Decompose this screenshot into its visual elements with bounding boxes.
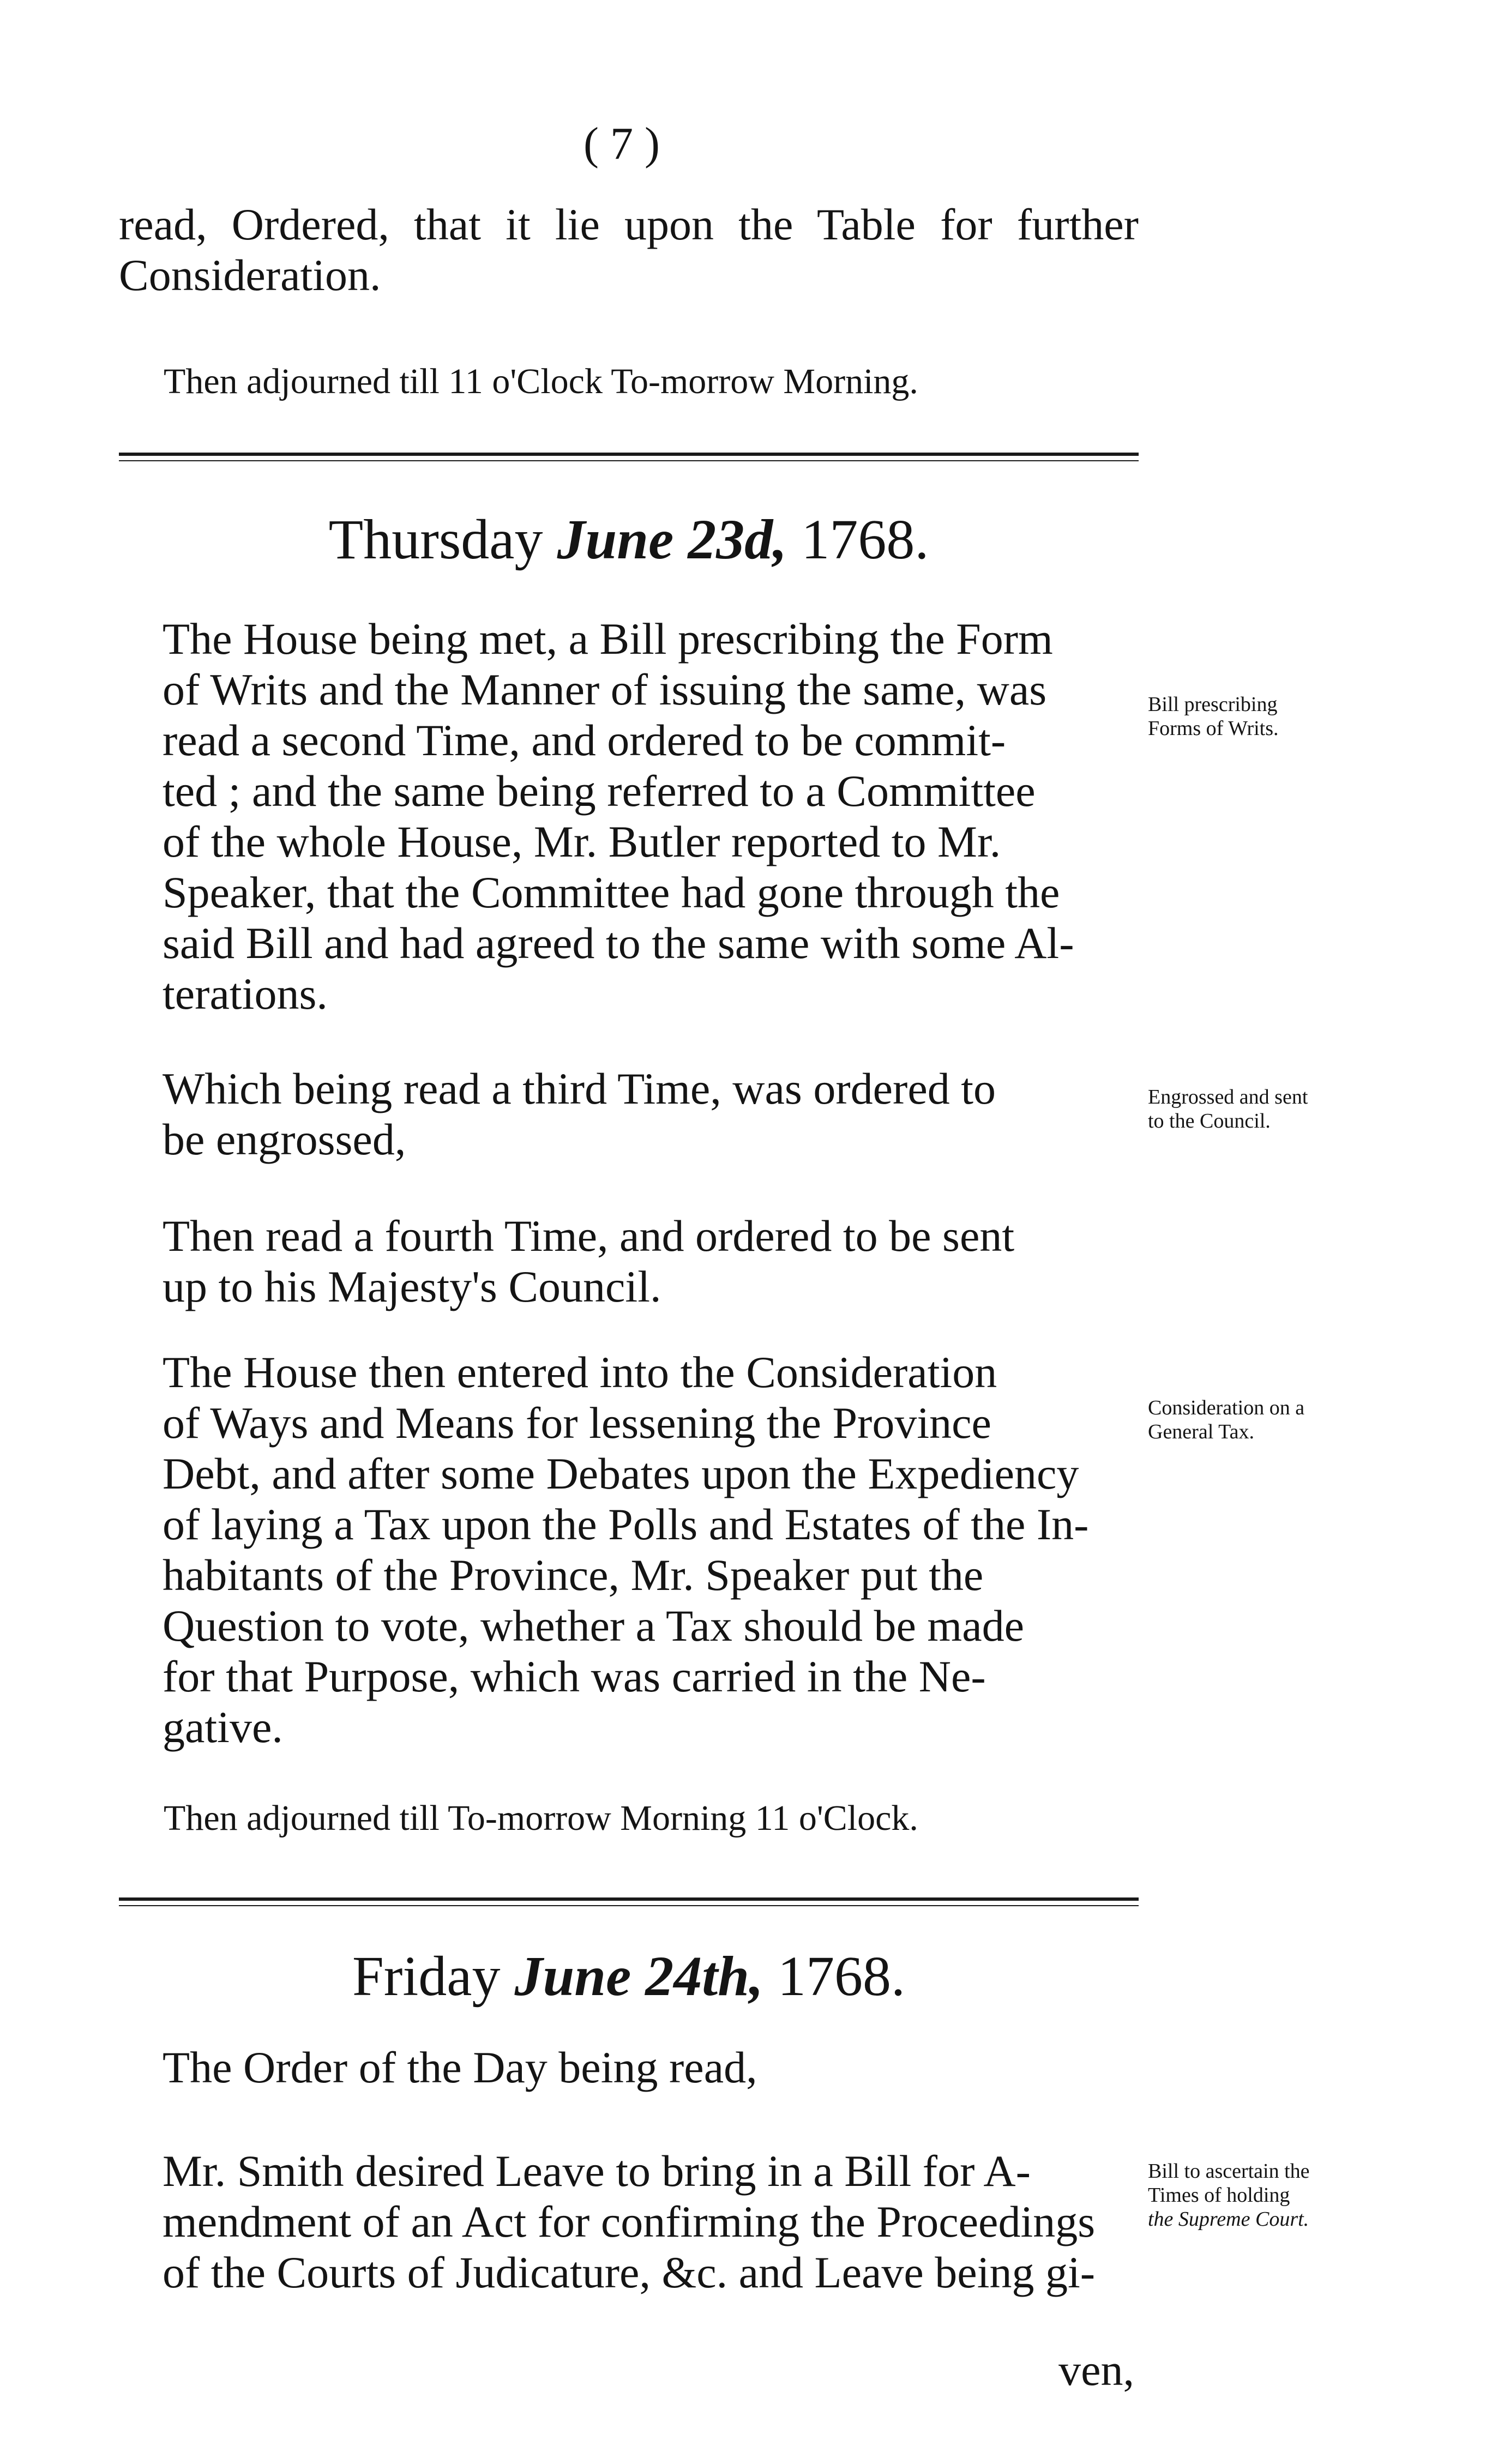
heading-date: June 24th, — [514, 1945, 764, 2008]
margin-note-bill-writs — [1148, 692, 1404, 740]
heading-year: 1768. — [778, 1945, 906, 2008]
text-line: Speaker, that the Committee had gone through the — [163, 867, 1060, 917]
paragraph-smith-bill — [119, 2146, 1139, 2298]
day-heading-thursday — [119, 507, 1139, 573]
margin-note-line: General Tax. — [1148, 1420, 1254, 1443]
paragraph-general-tax — [119, 1347, 1139, 1752]
text-line: Mr. Smith desired Leave to bring in a Bill for A- — [163, 2146, 1031, 2196]
margin-note-general-tax — [1148, 1396, 1404, 1444]
heading-day: Thursday — [328, 508, 543, 571]
text-line: terations. — [163, 969, 328, 1019]
text-line: up to his Majesty's Council. — [163, 1262, 661, 1311]
text-line: The House being met, a Bill prescribing the Form — [163, 614, 1053, 664]
margin-note-line: the Supreme Court. — [1148, 2208, 1309, 2231]
text-line: The House then entered into the Consideration — [163, 1347, 997, 1397]
margin-note-line: Engrossed and sent — [1148, 1086, 1308, 1109]
margin-note-line: Bill to ascertain the — [1148, 2160, 1310, 2183]
paragraph-engrossed — [119, 1063, 1139, 1165]
text-line: ted ; and the same being referred to a Committee — [163, 766, 1036, 816]
text-line: for that Purpose, which was carried in the Ne- — [163, 1652, 986, 1701]
paragraph-fourth-reading — [119, 1210, 1139, 1312]
text-line: habitants of the Province, Mr. Speaker put the — [163, 1550, 984, 1600]
margin-note-line: Bill prescribing — [1148, 693, 1278, 716]
section-divider — [119, 1897, 1139, 1901]
text-line: Debt, and after some Debates upon the Expediency — [163, 1449, 1079, 1498]
heading-date: June 23d, — [557, 508, 787, 571]
adjournment-line: Then adjourned till To-morrow Morning 11 o'Clock. — [164, 1798, 918, 1838]
text-line: Which being read a third Time, was ordered to — [163, 1064, 996, 1113]
text-line: be engrossed, — [163, 1114, 406, 1164]
margin-note-line: Times of holding — [1148, 2184, 1290, 2207]
paragraph-ordered: read, Ordered, that it lie upon the Table for further Consideration. — [119, 200, 1139, 300]
margin-note-line: Consideration on a — [1148, 1396, 1305, 1419]
text-line: of the whole House, Mr. Butler reported to Mr. — [163, 817, 1001, 866]
margin-note-line: Forms of Writs. — [1148, 717, 1279, 740]
text-line: Question to vote, whether a Tax should be made — [163, 1601, 1024, 1650]
margin-note-line: to the Council. — [1148, 1110, 1271, 1132]
margin-note-supreme-court — [1148, 2159, 1404, 2231]
paragraph-order-of-day: The Order of the Day being read, — [163, 2043, 757, 2092]
text-line: gative. — [163, 1702, 283, 1752]
text-line: read a second Time, and ordered to be commit- — [163, 715, 1006, 765]
section-divider — [119, 453, 1139, 456]
text-line: Then read a fourth Time, and ordered to be sent — [163, 1211, 1015, 1261]
margin-note-engrossed — [1148, 1085, 1404, 1133]
text-line: said Bill and had agreed to the same with some Al- — [163, 918, 1074, 968]
text-line: of Ways and Means for lessening the Province — [163, 1398, 991, 1448]
day-heading-friday — [119, 1944, 1139, 2009]
heading-day: Friday — [352, 1945, 501, 2008]
heading-year: 1768. — [801, 508, 929, 571]
text-line: of the Courts of Judicature, &c. and Leave being gi- — [163, 2248, 1096, 2297]
adjournment-line: Then adjourned till 11 o'Clock To-morrow Morning. — [164, 362, 918, 401]
catchword: ven, — [1058, 2345, 1134, 2395]
text-line: mendment of an Act for confirming the Proceedings — [163, 2197, 1096, 2246]
text-line: of Writs and the Manner of issuing the same, was — [163, 665, 1047, 714]
text-line: of laying a Tax upon the Polls and Estates of the In- — [163, 1499, 1089, 1549]
paragraph-bill-writs — [119, 613, 1139, 1019]
page-number: ( 7 ) — [583, 118, 660, 169]
